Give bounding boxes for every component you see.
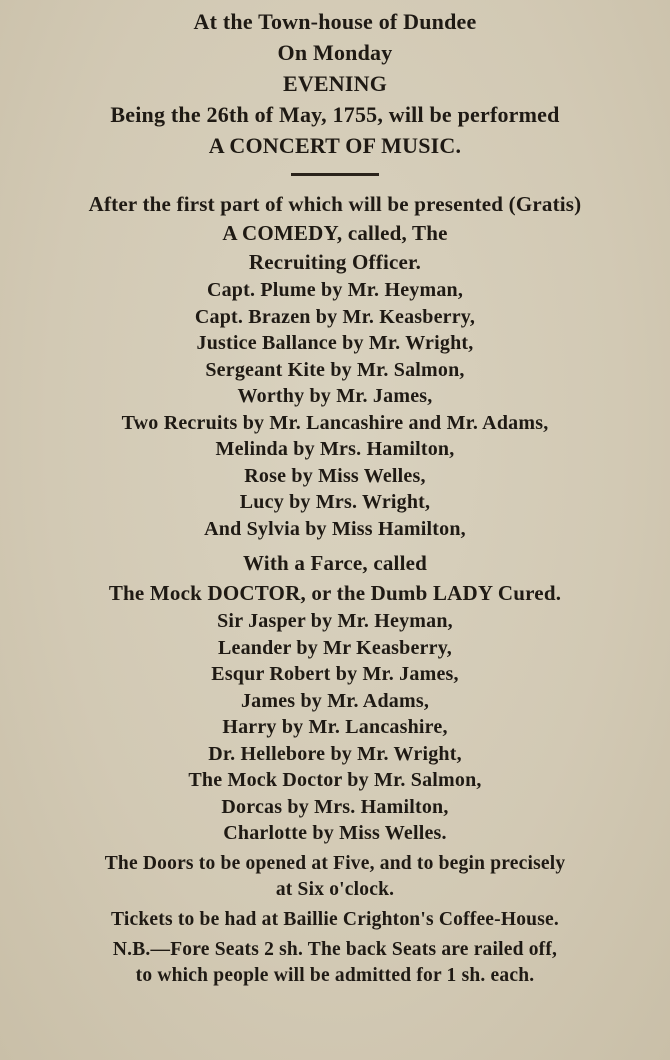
doors-notice: The Doors to be opened at Five, and to begin precisely <box>104 852 566 874</box>
farce-title: The Mock DOCTOR, or the Dumb LADY Cured. <box>108 581 562 605</box>
cast-line: Lucy by Mrs. Wright, <box>239 491 431 513</box>
cast-line: James by Mr. Adams, <box>240 689 430 712</box>
cast-line: Worthy by Mr. James, <box>237 385 433 407</box>
prices-notice: N.B.—Fore Seats 2 sh. The back Seats are railed off, <box>112 938 558 960</box>
farce-intro <box>0 548 670 608</box>
cast-line: Charlotte by Miss Welles. <box>223 822 447 844</box>
notices-block <box>0 851 670 989</box>
evening-line: EVENING <box>282 71 388 96</box>
farce-called-line: With a Farce, called <box>242 551 428 575</box>
cast-line: Capt. Brazen by Mr. Keasberry, <box>194 305 476 328</box>
tickets-notice: Tickets to be had at Baillie Crighton's Coffee-House. <box>111 908 559 930</box>
gratis-line: After the first part of which will be presented (Gratis) <box>88 192 582 216</box>
cast-line: Melinda by Mrs. Hamilton, <box>215 438 455 460</box>
day-line: On Monday <box>277 40 393 65</box>
cast-line: Justice Ballance by Mr. Wright, <box>196 332 474 354</box>
comedy-name: Recruiting Officer. <box>248 250 422 274</box>
cast-line: The Mock Doctor by Mr. Salmon, <box>188 769 482 791</box>
venue-line: At the Town-house of Dundee <box>193 9 477 34</box>
cast-line: Leander by Mr Keasberry, <box>217 636 453 659</box>
start-time-notice: at Six o'clock. <box>275 878 395 900</box>
date-line: Being the 26th of May, 1755, will be performed <box>110 102 560 127</box>
header-block <box>0 6 670 161</box>
cast-line: Sir Jasper by Mr. Heyman, <box>217 610 453 632</box>
cast-line: Rose by Miss Welles, <box>244 464 426 487</box>
cast-line: Harry by Mr. Lancashire, <box>222 716 448 738</box>
farce-cast-list <box>0 608 670 847</box>
concert-title: A CONCERT OF MUSIC. <box>208 133 462 158</box>
divider-rule <box>291 173 379 176</box>
comedy-intro <box>0 190 670 277</box>
cast-line: Sergeant Kite by Mr. Salmon, <box>205 358 465 381</box>
cast-line: Dorcas by Mrs. Hamilton, <box>221 795 449 818</box>
comedy-title-line: A COMEDY, called, The <box>222 221 448 245</box>
cast-line: Capt. Plume by Mr. Heyman, <box>206 279 464 301</box>
cast-line: Esqur Robert by Mr. James, <box>211 663 459 685</box>
admission-notice: to which people will be admitted for 1 sh. each. <box>135 964 535 986</box>
comedy-cast-list <box>0 277 670 542</box>
cast-line: Two Recruits by Mr. Lancashire and Mr. Adams, <box>121 411 549 434</box>
cast-line: Dr. Hellebore by Mr. Wright, <box>208 742 462 765</box>
cast-line: And Sylvia by Miss Hamilton, <box>204 517 466 540</box>
